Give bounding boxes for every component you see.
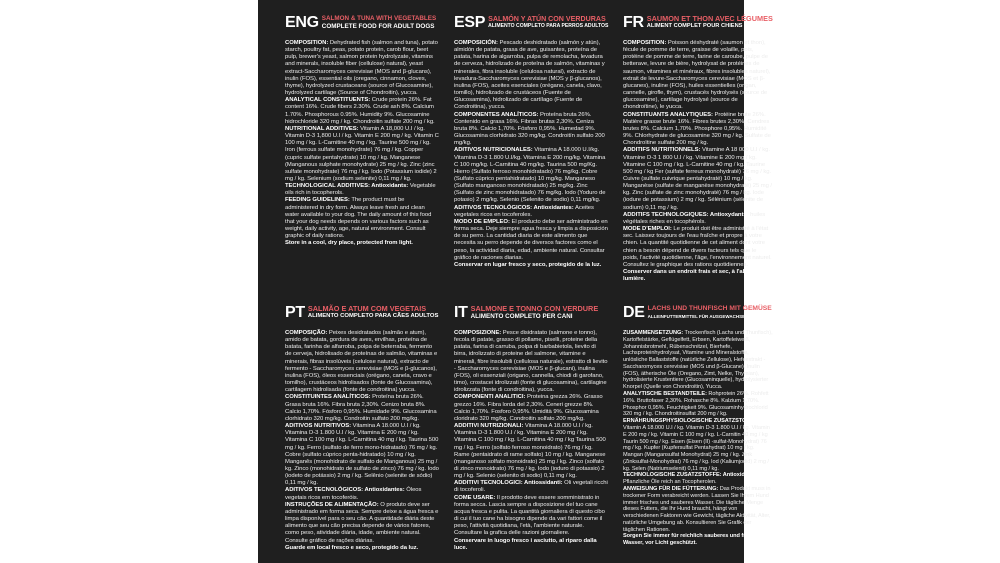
technological-paragraph — [623, 212, 773, 226]
technological-text: Oli vegetali ricchi di tocoferoli. — [454, 480, 608, 494]
feeding-text: Il prodotto deve essere somministrato in forma secca. Lascia sempre a disposizione del tuo cane acqua fresca e pulita. La quantità giornaliera di questo cibo di cui il tuo cane ha bisogno dipende da vari fattori come il peso, l'attività quotidiana, l'età, l'ambiente naturale. Consultare la grafica delle razioni giornaliere. — [454, 494, 605, 537]
storage-note: Sorgen Sie immer für reichlich sauberes und frisches Wasser, vor Licht geschützt. — [623, 533, 763, 547]
analytical-text: Proteína bruta 26%. Grasa bruta 16%. Fibra bruta 2,30%. Cenizo bruta 8%. Calcio 1,70%. Fósforo 0,95%. Humidade 9%. Glucosamina clorhidrato 320 mg/kg. Condroitin sulfato 200 mg/kg. — [285, 394, 437, 422]
feeding-paragraph — [285, 197, 439, 240]
composition-label: COMPOSIÇÃO: — [285, 330, 328, 336]
feeding-label: ANWEISUNG FÜR DIE FÜTTERUNG: — [623, 485, 719, 492]
language-code: FR — [623, 14, 644, 31]
composition-paragraph — [623, 40, 773, 112]
analytical-paragraph — [454, 112, 608, 148]
analytical-text: Crude protein 26%. Fat content 16%. Crude fibers 2.30%. Crude ash 8%. Calcium 1.70%. Phosphorous 0.95%. Humidity 9%. Glucosamine hidrochloride 320 mg / kg. Chondroitin sulfate 200 mg / kg. — [285, 97, 435, 125]
language-code: IT — [454, 304, 468, 321]
language-code: ENG — [285, 14, 319, 31]
composition-label: ZUSAMMENSETZUNG: — [623, 330, 684, 336]
storage-note: Conservare in luogo fresco i asciutto, al riparo dalla luce. — [454, 537, 597, 551]
composition-text: Poisson déshydraté (saumon et thon), fécule de pomme de terre, graisse de volaille, pois, protéine de pomme de terre, farine de caroube, pulpe de betterave, levure de bière, hydrolysat de protéines de saumon, vitamines et minéraux, fibres insolubles naturel), extrait de levure-Saccharomyces cerevisiae (MOS et β-glucanes), inuline (FOS), huiles essentielles (origan, cannelle, girofle, thym), crustacés hydrolysés (source de glucosamine), cartilage hydrolysé (source de chondroïtine), le yucca. — [623, 40, 771, 111]
product-subtitle: COMPLETE FOOD FOR ADULT DOGS — [321, 23, 435, 30]
product-title: SAUMON ET THON AVEC LÉGUMES — [646, 14, 773, 23]
section-body — [285, 330, 439, 552]
feeding-text: The product must be administered in dry form. Always leave fresh and clean water available to your dog. The daily amount of this food that your dog needs depends on various factors such as weight, daily activity, age, natural environment. Consult graphic of daily rations. — [285, 197, 432, 240]
feeding-text: Das Produkt muss in trockener Form verabreicht werden. Lassen Sie Ihrem Hund immer frisches und sauberes Wasser. Die tägliche Menge dieses Futters, die Ihr Hund braucht, hängt von verschiedenen Faktoren wie Gewicht, tägliche Aktivität, Alter, natürliche Umgebung ab. Konsultieren Sie Grafik der täglichen Rationen. — [623, 485, 771, 533]
composition-text: Pescado deshidratado (salmón y atún), almidón de patata, grasa de ave, guisantes, proteína de patata, harina de algarroba, pulpa de remolacha, levadura de cerveza, hidrolizado de proteína de salmón, vitaminas y minerales, fibra insoluble (celulosa natural), extracto de levadura-Saccharomyces cerevisiae (MOS y β-glucanos), inulina (FOS), aceites esenciales (orégano, canela, clavo, tomillo), hidrolizado de crustáceos (Fuente de Glucosamina), hidrolizado de cartílago (Fuente de Condroitina), yucca. — [454, 40, 605, 111]
analytical-paragraph — [623, 391, 773, 418]
feeding-label: MODE D'EMPLOI: — [623, 226, 672, 233]
analytical-text: Proteina grezza 26%. Grasso grezzo 16%. Fibra lorda del 2,30%. Ceneri grezze 8%. Calcio 1,70%. Fosforo 0,95%. Umidità 9%. Glucosamina cloridrato 320 mg/kg. Condroitin solfato 200 mg/kg. — [454, 394, 603, 422]
technological-paragraph — [454, 480, 608, 494]
storage-note: Conserver dans un endroit frais et sec, à l'abri de la lumière. — [623, 269, 765, 283]
nutritional-label: ADDITIFS NUTRITIONNELS: — [623, 147, 701, 154]
analytical-paragraph — [285, 394, 439, 423]
nutritional-paragraph — [285, 126, 439, 183]
language-code: PT — [285, 304, 305, 321]
language-code: ESP — [454, 14, 486, 31]
section-header — [623, 303, 773, 330]
nutritional-text: Vitamina A 18.000 U.I/kg. Vitamina D-3 1.800 U.I/kg. Vitamina E 200 mg/kg. Vitamina C 100 mg/kg. L-Carnitina 40 mg/kg. Taurina 500 mg/Kg. Hierro (Sulfato ferroso monohidratado) 76 mg/kg. Cobre (Sulfato cúprico pentahidratado) 10 mg/kg. Manganeso (Sulfato manganoso monohidratado) 25 mg/kg. Zinc (Sulfato de zinc monohidratado) 76 mg/kg. Iodo (Yoduro de potasio) 2 mg/kg. Selenio (Selenito de sodio) 0,11 mg/kg. — [454, 147, 606, 204]
composition-paragraph — [623, 330, 773, 391]
product-subtitle: ALIMENT COMPLET POUR CHIENS ADULTES — [646, 23, 771, 29]
feeding-text: Le produit doit être administré à l'état sec. Laissez toujours de l'eau fraîche et propre à votre chien. La quantité quotidienne de cet aliment dont votre chien a besoin dépend de divers facteurs tels que le poids, l'activité quotidienne, l'âge, l'environnement naturel. Consultez le graphique des rations quotidiennes. — [623, 226, 772, 268]
feeding-label: FEEDING GUIDELINES: — [285, 197, 350, 204]
analytical-text: Protéine brute 26%. Matière grasse brute 16%. Fibres brutes 2,30%. Cendres brutes 8%. Calcium 1,70%. Phosphore 0,95%. Humidité 9%. Chlorhydrate de glucosamine 320 mg / kg. Sulfate de Chondroïtine sulfate 200 mg / kg. — [623, 111, 771, 147]
nutritional-text: Vitamin A 18,000 U.I / kg. Vitamin D-3 1,800 U.I / kg. Vitamin E 200 mg / kg. Vitamin C 100 mg / kg. L-Carnitine 40 mg / kg. Taurine 500 mg / kg. Iron (ferrous sulfate monohydrate) 76 mg / kg. Copper (cupric sulfate pentahydrate) 10 mg / kg. Manganese (Manganous sulphate monohydrate) 25 mg / kg. Zinc (zinc sulfate monohydrate) 76 mg / kg. Iodo (Potassium iodide) 2 mg / kg. Selenium (sodium selenite) 0,11 mg / kg. — [285, 125, 439, 182]
section-body — [285, 40, 439, 248]
product-title: SALMÓN Y ATÚN CON VERDURAS — [488, 15, 606, 23]
section-pt — [285, 303, 439, 552]
analytical-paragraph — [285, 97, 439, 126]
nutritional-label: ADDITIVI NUTRIZIONALI: — [454, 423, 524, 430]
section-eng — [285, 13, 439, 248]
section-header — [285, 303, 439, 330]
composition-text: Dehydrated fish (salmon and tuna), potato starch, poultry fat, peas, potato protein, carob flour, beet pulp, brewer's yeast, salmon protein hydrolyzate, vitamins and minerals, insoluble fiber (cellulose) natural), yeast extract-Saccharomyces cerevisiae (MOS and β-glucans), inulin (FOS), essential oils (oregano, cinnamon, cloves, thyme), hydrolyzed crustaceans (source of Glucosamine), hydrolyzed cartilage (Source of Chondroitin), yucca. — [285, 40, 438, 97]
analytical-text: Rohprotein 26%. Rohfett 16%. Bruttofaser 2,30%. Rohasche 8%. Kalzium 1,70%. Phosphor 0,95%. Feuchtigkeit 9%. Glucosaminhydrochlorid 320 mg / kg. Chondroitinsulfat 200 mg / kg. — [623, 391, 769, 418]
technological-text: Óleos vegetais ricos em tocoferóis. — [285, 487, 422, 501]
section-header — [454, 303, 608, 330]
nutritional-label: ADITIVOS NUTRICIONALES: — [454, 147, 533, 154]
section-body — [623, 40, 773, 283]
product-title: SALMÃO E ATUM COM VEGETAIS — [307, 304, 427, 313]
feeding-paragraph — [285, 502, 439, 545]
feeding-paragraph — [454, 495, 608, 538]
nutritional-paragraph — [454, 423, 608, 480]
product-title: SALMONE E TONNO CON VERDURE — [470, 304, 599, 313]
section-body — [454, 40, 608, 269]
nutritional-text: Vitamina A 18.000 U.I / kg. Vitamina D-3 1.800 U.I / kg. Vitamina E 200 mg / kg. Vitamina C 100 mg / kg. L-Carnitina 40 mg / kg Taurina 500 mg / kg. Ferro (solfato ferroso monoidrato) 76 mg / kg. Rame (pentaidrato di rame solfato) 10 mg / kg. Manganese (manganoso solfato monoidrato) 25 mg / kg. Zinco (solfato di zinco monoidrato) 76 mg / kg. Iodo (ioduro di potassio) 2 mg / kg. Selenio (selenito di sodio) 0,11 mg / kg. — [454, 423, 606, 480]
nutritional-label: ADITIVOS NUTRITIVOS: — [285, 423, 352, 430]
nutritional-text: Vitamine A 18 000 U.I / kg. Vitamine D-3 1 800 U.I / kg. Vitamine E 200 mg / kg. Vitamine C 100 mg / kg. L-Carnitine 40 mg / kg. Taurine 500 mg / kg Fer (sulfate ferreux monohydraté) 76 mg / kg. Cuivre (sulfate cuivrique pentahydraté) 10 mg / kg. Manganèse (sulfate de manganèse monohydraté) 25 mg / kg. Zinc (sulfate de zinc monohydraté) 76 mg / kg. Iode (iodure de potassium) 2 mg / kg. Sélénium (sélénite de sodium) 0,11 mg / kg. — [623, 147, 773, 211]
nutritional-label: ERNÄHRUNGSPHYSIOLOGISCHE ZUSATZSTOFFE: — [623, 418, 759, 425]
technological-paragraph — [623, 472, 773, 486]
nutritional-paragraph — [623, 147, 773, 211]
section-body — [454, 330, 608, 552]
composition-paragraph — [454, 40, 608, 112]
section-header — [285, 13, 439, 40]
section-de — [623, 303, 773, 547]
technological-label: TECHNOLOGICAL ADDITIVES: Antioxidants: — [285, 183, 409, 190]
composition-paragraph — [285, 40, 439, 97]
analytical-paragraph — [454, 394, 608, 423]
analytical-paragraph — [623, 112, 773, 148]
label-panel — [258, 0, 773, 563]
feeding-paragraph — [454, 219, 608, 262]
product-subtitle: ALIMENTO COMPLETO PARA CÃES ADULTOS — [307, 313, 439, 319]
section-esp — [454, 13, 608, 269]
analytical-label: ANALYTISCHE BESTANDTEILE: — [623, 391, 707, 398]
language-code: DE — [623, 304, 645, 321]
technological-paragraph — [454, 205, 608, 219]
product-title: LACHS UND THUNFISCH MIT GEMÜSE — [647, 305, 772, 312]
technological-paragraph — [285, 183, 439, 197]
product-title: SALMON & TUNA WITH VEGETABLES — [321, 15, 437, 22]
nutritional-text: Vitamina A 18.000 U.I / kg. Vitamina D-3 1.800 U.I / kg. Vitamina E 200 mg / kg. Vitamina C 100 mg / kg. L-Carnitina 40 mg / kg. Taurina 500 mg / kg. Ferro (sulfato de ferro mono-hidratado) 76 mg / kg. Cobre (sulfato cúprico penta-hidratado) 10 mg / kg. Manganês (monohidrato de sulfato de Manganous) 25 mg / kg. Zinco (monohidrato de sulfato de zinco) 76 mg / kg. Iodo (iodeto de potássio) 2 mg / kg. Selênio (selenite de sódio) 0,11 mg / kg. — [285, 423, 439, 487]
storage-note: Conservar en lugar fresco y seco, protegido de la luz. — [454, 261, 602, 268]
technological-label: TECHNOLOGISCHE ZUSATZSTOFFE: Antioxidantien: — [623, 472, 763, 479]
section-fr — [623, 13, 773, 283]
feeding-label: COME USARE: — [454, 494, 496, 501]
feeding-text: El producto debe ser administrado en forma seca. Deje siempre agua fresca y limpia a disposición de su perro. La cantidad diaria de este alimento que necesita su perro depende de diversos factores como el peso, la actividad diaria, edad, ambiente natural. Consultar gráfico de raciones diarias. — [454, 218, 608, 261]
product-subtitle: ALLEINFUTTERMITTEL FÜR AUSGEWACHSENE HUNDE — [647, 314, 769, 319]
technological-text: Pflanzliche Öle reich an Tocopherolen. — [623, 479, 717, 486]
technological-text: huiles végétales riches en tocophérols. — [623, 211, 766, 225]
analytical-label: CONSTITUANTS ANALYTIQUES: — [623, 111, 713, 118]
technological-label: ADDITIFS TECHNOLOGIQUES: Antioxydants: — [623, 211, 749, 218]
feeding-paragraph — [623, 486, 773, 533]
section-body — [623, 330, 773, 547]
storage-note: Guarde em local fresco e seco, protegido da luz. — [285, 544, 419, 551]
product-subtitle: ALIMENTO COMPLETO PER CANI — [470, 313, 573, 320]
feeding-text: O produto deve ser administrado em forma seca. Sempre deixe a água fresca e limpa disponível para o seu cão. A quantidade diária deste alimento que seu cão precisa depende de vários fatores, como peso, atividade diária, idade, ambiente natural. Consulte gráfico de rações diárias. — [285, 501, 439, 544]
section-header — [454, 13, 608, 40]
technological-text: Vegetable oils rich in tocopherols. — [285, 183, 436, 197]
technological-label: ADITIVOS TECNOLÓGICOS: Antioxidantes: — [285, 487, 405, 494]
composition-label: COMPOSICIÓN: — [454, 40, 498, 46]
nutritional-paragraph — [454, 147, 608, 204]
analytical-label: ANALYTICAL CONSTITUENTS: — [285, 97, 371, 104]
composition-label: COMPOSITION: — [623, 40, 667, 46]
composition-paragraph — [454, 330, 608, 394]
composition-text: Trockenfisch (Lachs und Thunfisch), Kartoffelstärke, Geflügelfett, Erbsen, Kartoffeleiweiß, Johannisbrotmehl, Rübenschnitzel, Bierhefe, Lachsproteinhydrolysat, Vitamine und Mineralstoffe, unlösliche Ballaststoffe (natürliche Zellulose), Hefeextrakt - Saccharomyces cerevisiae (MOS und β-Glucane), Inulin (FOS), ätherische Öle (Oregano, Zimt, Nelke, Thymian), hydrolisierte Krustentiere (Glucosaminquelle), hydrolysierter Knorpel (Quelle von Chondroitin), Yucca. — [623, 330, 773, 391]
technological-text: Aceites vegetales ricos en tocoferoles. — [454, 204, 594, 218]
analytical-text: Proteína bruta 26%. Contenido en grasa 16%. Fibras brutas 2,30%. Ceniza bruta 8%. Calcio 1,70%. Fósforo 0,95%. Humedad 9%. Glucosamina clorhidrato 320 mg/kg. Condroitín sulfato 200 mg/kg. — [454, 111, 605, 147]
feeding-label: MODO DE EMPLEO: — [454, 218, 510, 225]
technological-label: ADITIVOS TECNOLÓGICOS: Antioxidantes: — [454, 204, 574, 211]
technological-paragraph — [285, 487, 439, 501]
composition-label: COMPOSIZIONE: — [454, 330, 502, 336]
feeding-paragraph — [623, 226, 773, 269]
analytical-label: CONSTITUINTES ANALÍTICOS: — [285, 394, 371, 401]
nutritional-paragraph — [623, 418, 773, 472]
technological-label: ADDITIVI TECNOLOGICI: Antiossidanti: — [454, 480, 563, 487]
feeding-label: INSTRUÇÕES DE ALIMENTAÇÃO: — [285, 501, 379, 508]
composition-label: COMPOSITION: — [285, 40, 329, 46]
analytical-label: COMPONENTES ANALÍTICOS: — [454, 111, 539, 118]
storage-note: Store in a cool, dry place, protected from light. — [285, 240, 413, 247]
nutritional-paragraph — [285, 423, 439, 487]
product-subtitle: ALIMENTO COMPLETO PARA PERROS ADULTOS — [488, 23, 609, 29]
nutritional-label: NUTRITIONAL ADDITIVES: — [285, 125, 359, 132]
composition-paragraph — [285, 330, 439, 394]
composition-text: Pesce disidratato (salmone e tonno), fecola di patate, grasso di pollame, piselli, proteine della patata, farina di carruba, polpa di barbabietola, lievito di birra, idrolizzato di proteine del salmone, vitamine e minerali, fibre insolubili (cellulosa naturale), estratto di lievito - Saccharomyces cerevisiae (MOS e β-glucani), inulina (FOS), oli essenziali (origano, cannella, chiodi di garofano, timo), crostacei idrolizzati (fonte di glucosamina), cartilagine idrolizzata (fonte di condroitina), yucca. — [454, 330, 608, 394]
composition-text: Peixes desidratados (salmão e atum), amido de batata, gordura de aves, ervilhas, proteína de batata, farinha de alfarroba, polpa de beterraba, fermento de cerveja, hidrolisado de proteínas de salmão, vitaminas e minerais, fibras insolúveis (celulose natural), extracto de fermento - Saccharomyces cerevisiae (MOS e β-glucanos), inulina (FOS), óleos essenciais (orégano, canela, cravo e tomilho), crustáceos hidrolisados (fonte de Glucosamina), cartilagem hidrolisada (fonte de condroitina) yucca. — [285, 330, 438, 394]
nutritional-text: Vitamin A 18.000 U.I / kg. Vitamin D-3 1.800 U.I / kg. Vitamin E 200 mg / kg. Vitamin C 100 mg / kg. L-Carnitin 40 mg / kg Taurin 500 mg / kg. Eisen (Eisen (II) -sulfat-Monohydrat) 76 mg / kg. Kupfer (Kupfersulfat Pentahydrat) 10 mg / kg. Mangan (Mangansulfat Monohydrat) 25 mg / kg. Zink (Zinksulfat-Monohydrat) 76 mg / kg. Iod (Kaliumjodid) 2 mg / kg. Selen (Natriumselenit) 0,11 mg / kg. — [623, 424, 770, 472]
section-header — [623, 13, 773, 40]
analytical-label: COMPONENTI ANALITICI: — [454, 394, 526, 401]
section-it — [454, 303, 608, 552]
